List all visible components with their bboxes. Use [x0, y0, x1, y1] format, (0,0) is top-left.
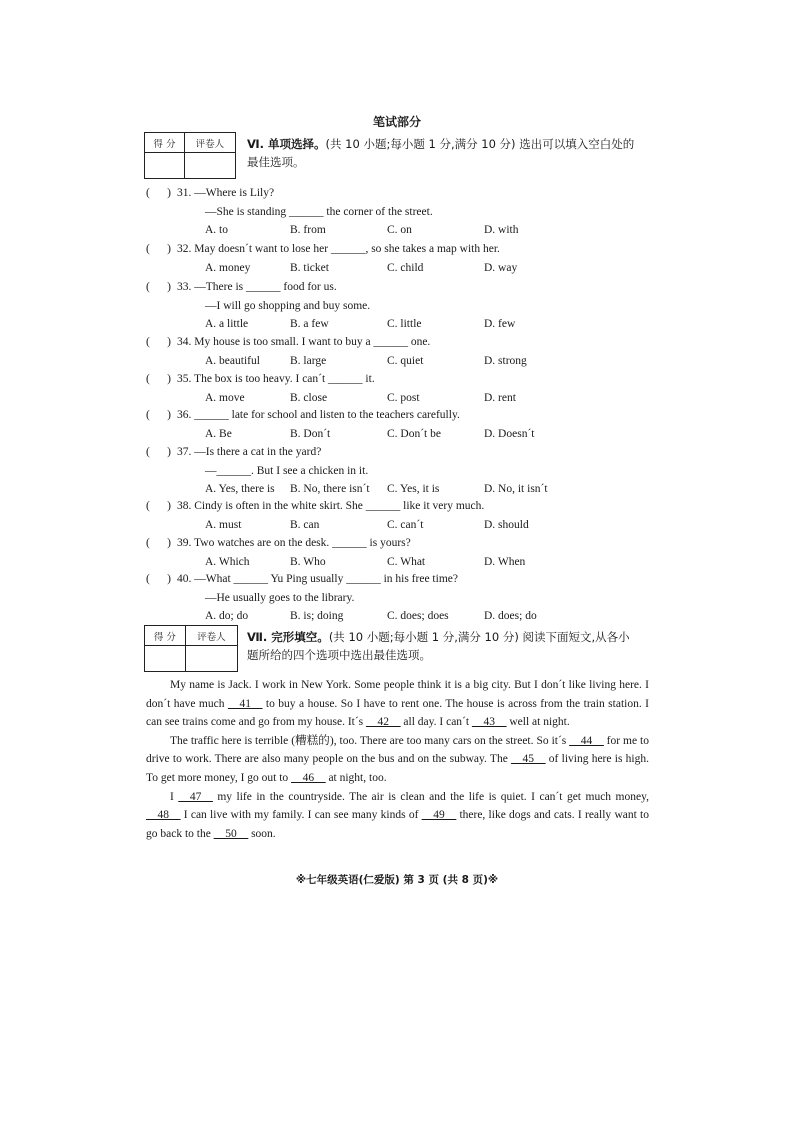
passage-text: there, like dogs and cats. I really want to go back to the [146, 809, 649, 840]
question-stem: 35. The box is too heavy. I can´t ______ it. [177, 373, 375, 385]
section-7-title: Ⅶ. 完形填空。 [247, 630, 329, 644]
passage-text: I [170, 790, 179, 803]
option-c[interactable]: C. child [387, 261, 424, 274]
option-b[interactable]: B. ticket [290, 261, 329, 274]
option-d[interactable]: D. No, it isn´t [484, 483, 548, 495]
section-7-instruction-line1: (共 10 小题;每小题 1 分,满分 10 分) 阅读下面短文,从各小 [328, 630, 630, 644]
answer-bracket[interactable]: ( ) [146, 373, 171, 385]
answer-bracket[interactable]: ( ) [146, 187, 171, 199]
page-footer: ※七年级英语(仁爱版) 第 3 页 (共 8 页)※ [295, 874, 499, 886]
cloze-passage [146, 676, 649, 843]
passage-text: I can live with my family. I can see many kinds of [180, 809, 422, 822]
score-cell [145, 153, 185, 179]
option-c[interactable]: C. on [387, 224, 412, 236]
question-stem: 40. —What ______ Yu Ping usually ______ in his free time? [177, 573, 458, 585]
option-c[interactable]: C. post [387, 391, 420, 404]
cloze-blank[interactable]: __46__ [291, 771, 326, 784]
section-7-instruction-line2: 题所给的四个选项中选出最佳选项。 [247, 648, 431, 662]
question-line-2: —______. But I see a chicken in it. [205, 464, 369, 477]
passage-paragraph-3 [146, 788, 649, 844]
option-a[interactable]: A. a little [205, 318, 249, 330]
answer-bracket[interactable]: ( ) [146, 281, 171, 293]
option-a[interactable]: A. to [205, 224, 228, 236]
cloze-blank[interactable]: __42__ [366, 716, 401, 729]
passage-text: well at night. [506, 716, 570, 729]
option-b[interactable]: B. a few [290, 318, 329, 330]
option-d[interactable]: D. should [484, 518, 529, 531]
question-stem: 38. Cindy is often in the white skirt. She ______ like it very much. [177, 500, 485, 512]
option-d[interactable]: D. with [484, 224, 519, 236]
score-box-section-6 [144, 132, 236, 179]
passage-paragraph-1 [146, 676, 649, 732]
cloze-blank[interactable]: __41__ [227, 697, 263, 710]
option-d[interactable]: D. Doesn´t [484, 427, 535, 440]
option-a[interactable]: A. Which [205, 555, 250, 568]
score-box-section-7 [144, 625, 238, 672]
option-a[interactable]: A. money [205, 261, 251, 274]
score-label: 得 分 [145, 626, 186, 646]
passage-text: my life in the countryside. The air is clean and the life is quiet. I can´t get much money, [212, 790, 649, 803]
question-stem: 32. May doesn´t want to lose her ______, so she takes a map with her. [177, 243, 500, 255]
question-line-2: —She is standing ______ the corner of the street. [205, 205, 433, 218]
option-b[interactable]: B. from [290, 224, 326, 236]
passage-text: at night, too. [325, 771, 387, 784]
option-b[interactable]: B. large [290, 354, 327, 367]
option-c[interactable]: C. Don´t be [387, 427, 441, 440]
score-label: 得 分 [145, 133, 185, 153]
grader-cell [184, 153, 235, 179]
cloze-blank[interactable]: __49__ [421, 809, 457, 822]
option-a[interactable]: A. must [205, 518, 242, 531]
option-c[interactable]: C. What [387, 555, 426, 568]
option-b[interactable]: B. No, there isn´t [290, 483, 370, 495]
option-a[interactable]: A. Be [205, 427, 232, 440]
question-line-2: —He usually goes to the library. [205, 591, 355, 604]
cloze-blank[interactable]: __45__ [511, 753, 546, 766]
question-line-2: —I will go shopping and buy some. [205, 299, 371, 312]
option-d[interactable]: D. way [484, 261, 518, 274]
option-d[interactable]: D. rent [484, 391, 516, 404]
section-6-instruction-line1: (共 10 小题;每小题 1 分,满分 10 分) 选出可以填入空白处的 [325, 137, 635, 151]
passage-text: My name is Jack. I work in New York. Some people think it is a big city. But I don´t like living here. I don´t have much [146, 679, 649, 710]
option-c[interactable]: C. little [387, 318, 422, 330]
section-7-heading [247, 628, 657, 664]
passage-text: all day. I can´t [400, 716, 472, 729]
answer-bracket[interactable]: ( ) [146, 537, 171, 549]
section-6-instruction-line2: 最佳选项。 [247, 155, 305, 169]
passage-paragraph-2 [146, 732, 649, 788]
answer-bracket[interactable]: ( ) [146, 573, 171, 585]
cloze-blank[interactable]: __43__ [471, 716, 507, 729]
question-stem: 34. My house is too small. I want to buy a ______ one. [177, 336, 431, 348]
option-d[interactable]: D. does; do [484, 610, 537, 622]
option-b[interactable]: B. close [290, 391, 328, 404]
option-c[interactable]: C. Yes, it is [387, 483, 440, 495]
option-a[interactable]: A. Yes, there is [205, 483, 275, 495]
passage-text: of living here is high. To get more money, I go out to [146, 753, 649, 784]
option-b[interactable]: B. is; doing [290, 610, 344, 622]
answer-bracket[interactable]: ( ) [146, 336, 171, 348]
option-a[interactable]: A. beautiful [205, 354, 260, 367]
section-6-heading [247, 135, 657, 171]
cloze-blank[interactable]: __47__ [178, 790, 213, 803]
question-stem: 37. —Is there a cat in the yard? [177, 446, 322, 458]
cloze-blank[interactable]: __48__ [146, 809, 181, 822]
option-d[interactable]: D. When [484, 555, 526, 568]
page-title: 笔试部分 [372, 115, 421, 129]
answer-bracket[interactable]: ( ) [146, 409, 171, 421]
section-6-title: Ⅵ. 单项选择。 [247, 137, 326, 151]
cloze-blank[interactable]: __50__ [213, 827, 249, 840]
option-a[interactable]: A. move [205, 391, 245, 404]
option-d[interactable]: D. strong [484, 354, 527, 367]
score-cell [145, 646, 186, 672]
option-c[interactable]: C. can´t [387, 518, 424, 531]
grader-cell [185, 646, 237, 672]
grader-label: 评卷人 [184, 133, 235, 153]
question-stem: 39. Two watches are on the desk. ______ is yours? [177, 537, 411, 549]
option-c[interactable]: C. does; does [387, 610, 449, 622]
answer-bracket[interactable]: ( ) [146, 243, 171, 255]
option-b[interactable]: B. Who [290, 555, 326, 568]
passage-text: soon. [248, 827, 276, 840]
passage-text: for me to drive to work. There are also many people on the bus and on the subway. The [146, 734, 649, 766]
option-c[interactable]: C. quiet [387, 354, 424, 367]
option-d[interactable]: D. few [484, 318, 516, 330]
answer-bracket[interactable]: ( ) [146, 500, 171, 512]
passage-text: to buy a house. So I have to rent one. The house is across from the train station. I can see trains come and go from my house. It´s [146, 697, 649, 729]
option-b[interactable]: B. Don´t [290, 427, 331, 440]
question-stem: 31. —Where is Lily? [177, 187, 275, 199]
passage-text: The traffic here is terrible (糟糕的), too. There are too many cars on the street. So it´s [170, 734, 570, 747]
option-a[interactable]: A. do; do [205, 610, 249, 622]
question-stem: 36. ______ late for school and listen to the teachers carefully. [177, 409, 460, 421]
cloze-blank[interactable]: __44__ [569, 734, 604, 747]
grader-label: 评卷人 [185, 626, 237, 646]
question-stem: 33. —There is ______ food for us. [177, 281, 337, 293]
option-b[interactable]: B. can [290, 518, 320, 531]
answer-bracket[interactable]: ( ) [146, 446, 171, 458]
